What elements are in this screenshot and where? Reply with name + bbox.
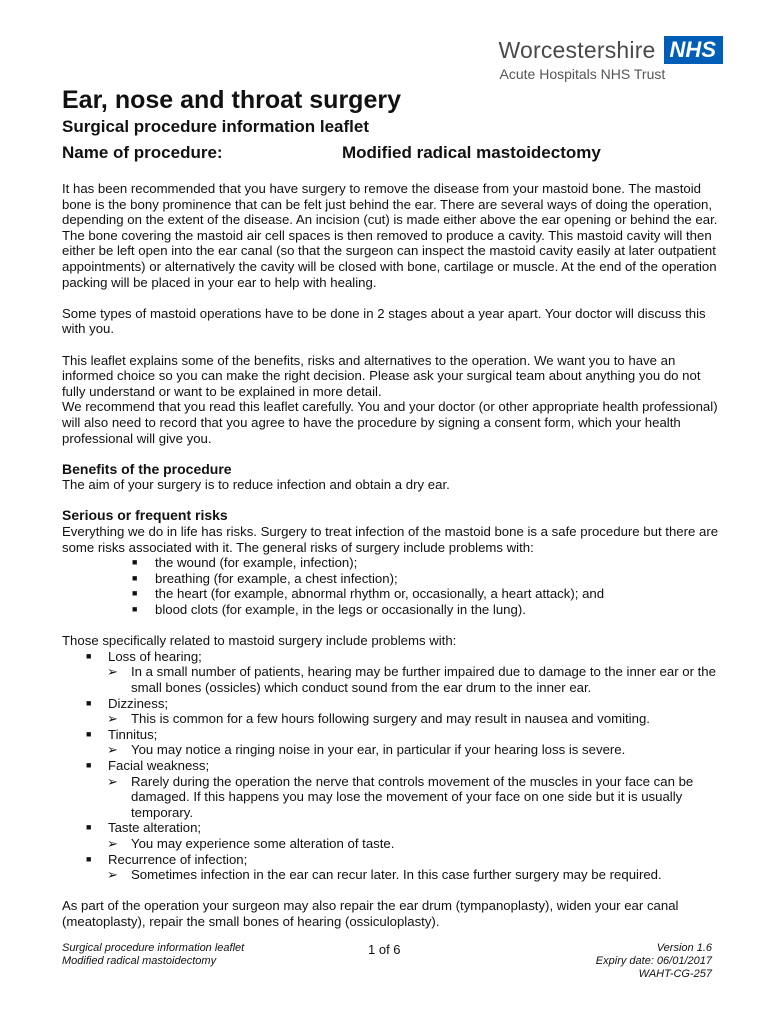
arrow-bullet-icon: ➢ [107, 835, 119, 851]
benefits-text: The aim of your surgery is to reduce infection and obtain a dry ear. [62, 477, 450, 493]
square-bullet-icon: ■ [132, 557, 138, 568]
procedure-name: Modified radical mastoidectomy [342, 143, 601, 162]
square-bullet-icon: ■ [86, 853, 92, 864]
footer-procedure: Modified radical mastoidectomy [62, 955, 217, 967]
list-item: ■ Loss of hearing; [86, 648, 202, 664]
square-bullet-icon: ■ [132, 588, 138, 599]
intro-paragraph-3: This leaflet explains some of the benefits, risks and alternatives to the operation. We want you to have an informed choice so you can make the right decision. Please ask your surgical team about anything you do not fully understand or want to be explained in more detail. [62, 352, 701, 399]
list-item: ➢ You may experience some alteration of taste. [107, 835, 395, 851]
arrow-bullet-icon: ➢ [107, 742, 119, 758]
list-item: ➢ This is common for a few hours following surgery and may result in nausea and vomiting. [107, 711, 650, 727]
list-item: ■ the wound (for example, infection); [132, 555, 358, 571]
square-bullet-icon: ■ [86, 728, 92, 739]
list-item: ■ the heart (for example, abnormal rhythm or, occasionally, a heart attack); and [132, 586, 605, 602]
square-bullet-icon: ■ [86, 650, 92, 661]
list-item: ■ Facial weakness; [86, 757, 210, 773]
list-item: ➢ In a small number of patients, hearing may be further impaired due to damage to the inner ear or the small bones (ossicles) which conduct sound from the ear drum to the inner ear. [107, 664, 716, 695]
page-subtitle: Surgical procedure information leaflet [62, 117, 370, 136]
page-title: Ear, nose and throat surgery [62, 86, 401, 114]
footer-left [62, 942, 244, 968]
footer-right [596, 942, 712, 981]
risks-heading: Serious or frequent risks [62, 507, 228, 524]
list-item: ➢ You may notice a ringing noise in your ear, in particular if your hearing loss is severe. [107, 742, 626, 758]
arrow-bullet-icon: ➢ [107, 711, 119, 727]
page-number: 1 of 6 [368, 942, 401, 957]
intro-paragraph-1: It has been recommended that you have surgery to remove the disease from your mastoid bone. The mastoid bone is the bony prominence that can be felt just behind the ear. There are several ways of doing the operation, depending on the extent of the disease. An incision (cut) is made either above the ear opening or behind the ear. The bone covering the mastoid air cell spaces is then removed to produce a cavity. This mastoid cavity will then either be left open into the ear canal (so that the surgeon can inspect the mastoid cavity easily at later outpatient appointments) or alternatively the cavity will be closed with bone, cartilage or muscle. At the end of the operation packing will be placed in your ear to help with healing. [62, 181, 718, 290]
logo-subtitle: Acute Hospitals NHS Trust [499, 66, 666, 82]
list-item: ■ Recurrence of infection; [86, 851, 248, 867]
nhs-badge: NHS [664, 36, 723, 64]
list-item: ■ blood clots (for example, in the legs or occasionally in the lung). [132, 602, 526, 618]
arrow-bullet-icon: ➢ [107, 773, 119, 789]
list-item: ■ Tinnitus; [86, 726, 158, 742]
footer-leaflet-type: Surgical procedure information leaflet [62, 942, 245, 954]
arrow-bullet-icon: ➢ [107, 664, 119, 680]
intro-paragraph-2: Some types of mastoid operations have to be done in 2 stages about a year apart. Your doctor will discuss this with you. [62, 305, 706, 337]
nhs-trust-logo [499, 36, 723, 82]
list-item: ➢ Rarely during the operation the nerve that controls movement of the muscles in your face can be damaged. If this happens you may lose the movement of your face on one side but it is usually temporary. [107, 773, 694, 820]
leaflet-body [62, 181, 722, 930]
square-bullet-icon: ■ [132, 572, 138, 583]
footer-expiry: Expiry date: 06/01/2017 [595, 955, 712, 967]
list-item: ■ Taste alteration; [86, 820, 202, 836]
specific-risks-intro: Those specifically related to mastoid surgery include problems with: [62, 633, 457, 649]
square-bullet-icon: ■ [86, 697, 92, 708]
list-item: ■ Dizziness; [86, 695, 169, 711]
benefits-heading: Benefits of the procedure [62, 460, 232, 477]
arrow-bullet-icon: ➢ [107, 867, 119, 883]
square-bullet-icon: ■ [86, 822, 92, 833]
logo-name: Worcestershire [498, 36, 656, 63]
intro-paragraph-4: We recommend that you read this leaflet carefully. You and your doctor (or other appropriate health professional) will also need to record that you agree to have the procedure by signing a consent form, which your health professional will give you. [62, 399, 718, 446]
footer-code: WAHT-CG-257 [638, 968, 712, 980]
risks-text: Everything we do in life has risks. Surgery to treat infection of the mastoid bone is a safe procedure but there are some risks associated with it. The general risks of surgery include problems with: [62, 524, 719, 555]
square-bullet-icon: ■ [132, 604, 138, 615]
procedure-label: Name of procedure: [62, 143, 223, 162]
list-item: ➢ Sometimes infection in the ear can recur later. In this case further surgery may be required. [107, 867, 662, 883]
list-item: ■ breathing (for example, a chest infection); [132, 570, 398, 586]
footer-version: Version 1.6 [656, 942, 712, 954]
square-bullet-icon: ■ [86, 759, 92, 770]
closing-paragraph: As part of the operation your surgeon may also repair the ear drum (tympanoplasty), widen your ear canal (meatoplasty), repair the small bones of hearing (ossiculoplasty). [62, 898, 679, 929]
